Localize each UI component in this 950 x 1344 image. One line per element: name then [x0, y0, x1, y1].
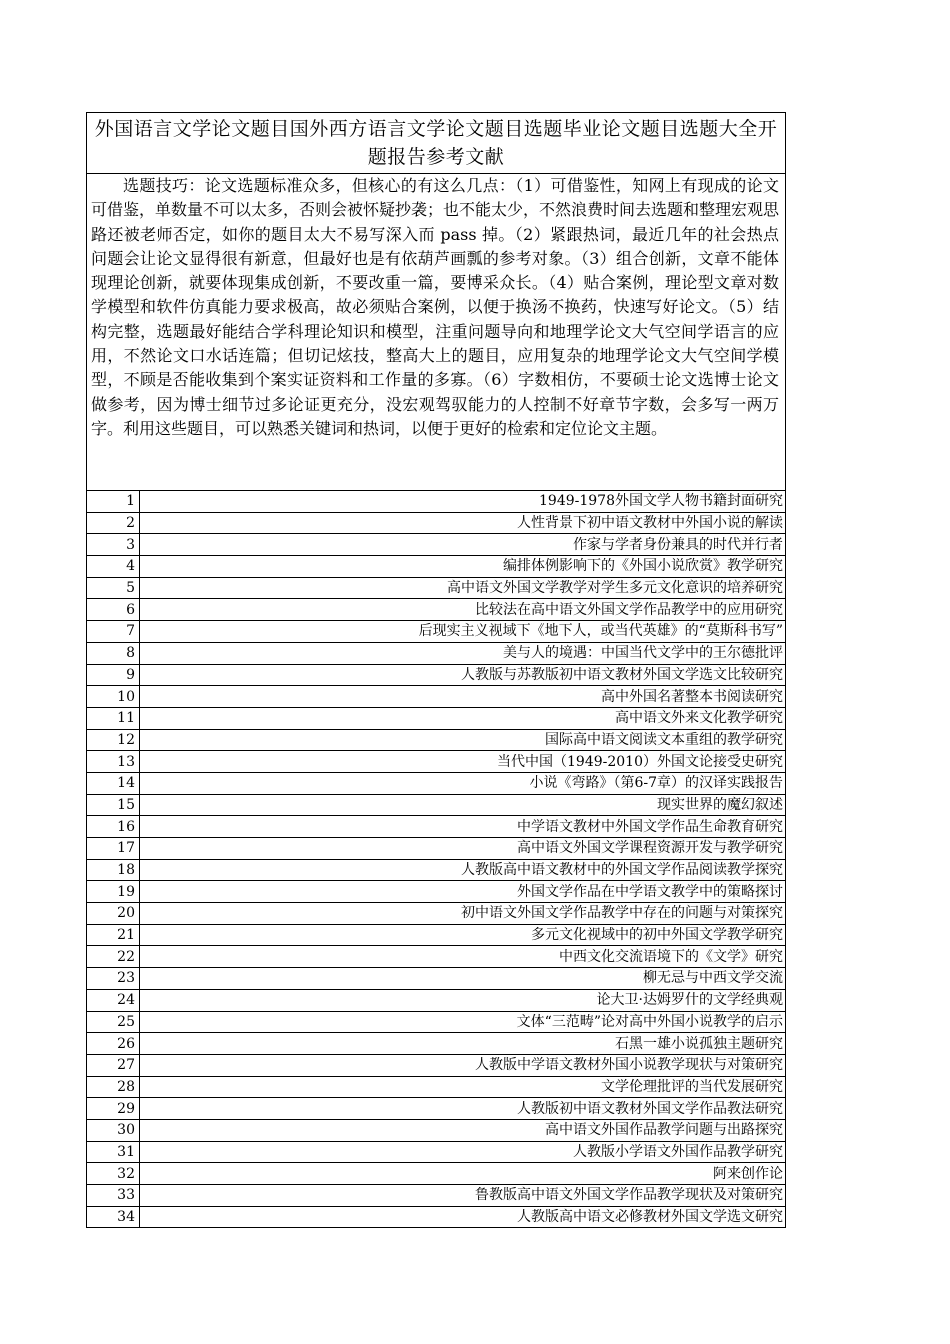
spreadsheet-page	[86, 112, 786, 1228]
topic-cell: 人教版与苏教版初中语文教材外国文学选文比较研究	[140, 664, 786, 686]
topic-cell: 人教版中学语文教材外国小说教学现状与对策研究	[140, 1054, 786, 1076]
topic-cell: 高中语文外国文学课程资源开发与教学研究	[140, 838, 786, 860]
row-number: 8	[87, 642, 140, 664]
table-row	[87, 534, 785, 556]
row-number: 14	[87, 772, 140, 794]
row-number: 28	[87, 1076, 140, 1098]
intro-paragraph	[87, 174, 785, 491]
topic-cell: 高中外国名著整本书阅读研究	[140, 686, 786, 708]
topic-cell: 比较法在高中语文外国文学作品教学中的应用研究	[140, 599, 786, 621]
topic-cell: 文体“三范畴”论对高中外国小说教学的启示	[140, 1011, 786, 1033]
topic-cell: 初中语文外国文学作品教学中存在的问题与对策探究	[140, 903, 786, 925]
row-number: 10	[87, 686, 140, 708]
row-number: 33	[87, 1185, 140, 1207]
topic-cell: 人教版初中语文教材外国文学作品教法研究	[140, 1098, 786, 1120]
topic-cell: 阿来创作论	[140, 1163, 786, 1185]
row-number: 7	[87, 621, 140, 643]
row-number: 16	[87, 816, 140, 838]
row-number: 1	[87, 491, 140, 512]
topic-cell: 小说《弯路》（第6-7章）的汉译实践报告	[140, 772, 786, 794]
topic-cell: 文学伦理批评的当代发展研究	[140, 1076, 786, 1098]
row-number: 27	[87, 1054, 140, 1076]
table-row	[87, 1054, 785, 1076]
row-number: 13	[87, 751, 140, 773]
topic-cell: 人教版小学语文外国作品教学研究	[140, 1141, 786, 1163]
table-row	[87, 512, 785, 534]
table-row	[87, 664, 785, 686]
table-row	[87, 816, 785, 838]
table-row	[87, 903, 785, 925]
topic-cell: 国际高中语文阅读文本重组的教学研究	[140, 729, 786, 751]
table-row	[87, 1033, 785, 1055]
row-number: 3	[87, 534, 140, 556]
row-number: 19	[87, 881, 140, 903]
row-number: 12	[87, 729, 140, 751]
topic-cell: 1949-1978外国文学人物书籍封面研究	[539, 493, 783, 510]
topic-cell: 编排体例影响下的《外国小说欣赏》教学研究	[140, 556, 786, 578]
row-number: 9	[87, 664, 140, 686]
row-number: 29	[87, 1098, 140, 1120]
table-row	[87, 924, 785, 946]
topic-cell: 高中语文外国作品教学问题与出路探究	[140, 1119, 786, 1141]
table-row	[87, 642, 785, 664]
table-row	[87, 491, 785, 512]
row-number: 22	[87, 946, 140, 968]
table-row	[87, 838, 785, 860]
table-row	[87, 1011, 785, 1033]
table-row	[87, 686, 785, 708]
topic-cell: 石黑一雄小说孤独主题研究	[140, 1033, 786, 1055]
row-number: 11	[87, 707, 140, 729]
table-row	[87, 751, 785, 773]
row-number: 25	[87, 1011, 140, 1033]
table-row	[87, 1076, 785, 1098]
topic-cell: 后现实主义视域下《地下人，或当代英雄》的“莫斯科书写”	[140, 621, 786, 643]
row-number: 21	[87, 924, 140, 946]
topic-table	[87, 491, 785, 1227]
table-row	[87, 794, 785, 816]
table-row	[87, 859, 785, 881]
table-row	[87, 1141, 785, 1163]
row-number: 31	[87, 1141, 140, 1163]
row-number: 6	[87, 599, 140, 621]
table-row	[87, 729, 785, 751]
table-row	[87, 946, 785, 968]
topic-cell: 作家与学者身份兼具的时代并行者	[140, 534, 786, 556]
topic-cell: 鲁教版高中语文外国文学作品教学现状及对策研究	[140, 1185, 786, 1207]
table-row	[87, 881, 785, 903]
topic-cell: 多元文化视域中的初中外国文学教学研究	[140, 924, 786, 946]
row-number: 24	[87, 989, 140, 1011]
row-number: 26	[87, 1033, 140, 1055]
row-number: 20	[87, 903, 140, 925]
table-row	[87, 556, 785, 578]
topic-cell: 当代中国（1949-2010）外国文论接受史研究	[140, 751, 786, 773]
table-row	[87, 772, 785, 794]
topic-cell: 论大卫·达姆罗什的文学经典观	[140, 989, 786, 1011]
table-row	[87, 577, 785, 599]
table-row	[87, 1119, 785, 1141]
topic-cell: 高中语文外国文学教学对学生多元文化意识的培养研究	[140, 577, 786, 599]
row-number: 23	[87, 968, 140, 990]
topic-cell: 中学语文教材中外国文学作品生命教育研究	[140, 816, 786, 838]
topic-cell: 美与人的境遇：中国当代文学中的王尔德批评	[140, 642, 786, 664]
row-number: 32	[87, 1163, 140, 1185]
table-row	[87, 599, 785, 621]
document-title: 外国语言文学论文题目国外西方语言文学论文题目选题毕业论文题目选题大全开题报告参考文献	[87, 113, 785, 174]
topic-cell: 人教版高中语文教材中的外国文学作品阅读教学探究	[140, 859, 786, 881]
table-row	[87, 968, 785, 990]
row-number: 4	[87, 556, 140, 578]
topic-cell: 中西文化交流语境下的《文学》研究	[140, 946, 786, 968]
row-number: 2	[87, 512, 140, 534]
row-number: 5	[87, 577, 140, 599]
topic-cell: 柳无忌与中西文学交流	[140, 968, 786, 990]
topic-cell: 人性背景下初中语文教材中外国小说的解读	[140, 512, 786, 534]
topic-cell: 高中语文外来文化教学研究	[140, 707, 786, 729]
table-row	[87, 1185, 785, 1207]
row-number: 18	[87, 859, 140, 881]
topic-cell: 现实世界的魔幻叙述	[140, 794, 786, 816]
row-number: 17	[87, 838, 140, 860]
table-row	[87, 707, 785, 729]
topic-cell: 人教版高中语文必修教材外国文学选文研究	[140, 1206, 786, 1227]
topic-cell: 外国文学作品在中学语文教学中的策略探讨	[140, 881, 786, 903]
row-number: 30	[87, 1119, 140, 1141]
table-row	[87, 1163, 785, 1185]
table-row	[87, 1206, 785, 1227]
table-row	[87, 1098, 785, 1120]
table-row	[87, 621, 785, 643]
row-number: 15	[87, 794, 140, 816]
intro-text: 选题技巧：论文选题标准众多，但核心的有这么几点：（1）可借鉴性，知网上有现成的论文可借鉴，单数量不可以太多，否则会被怀疑抄袭；也不能太少，不然浪费时间去选题和整理宏观思路还被老师否定，如你的题目太大不易写深入而 pass 掉。（2）紧跟热词，最近几年的社会热点问题会让论文显得很有新意，但最好也是有依葫芦画瓢的参考对象。（3）组合创新，文章不能体现理论创新，就要体现集成创新，不要改重一篇，要博采众长。（4）贴合案例，理论型文章对数学模型和软件仿真能力要求极高，故必须贴合案例，以便于换汤不换药，快速写好论文。（5）结构完整，选题最好能结合学科理论知识和模型，注重问题导向和地理学论文大气空间学语言的应用，不然论文口水话连篇；但切记炫技，整高大上的题目，应用复杂的地理学论文大气空间学模型，不顾是否能收集到个案实证资料和工作量的多寡。（6）字数相仿，不要硕士论文选博士论文做参考，因为博士细节过多论证更充分，没宏观驾驭能力的人控制不好章节字数，会多写一两万字。利用这些题目，可以熟悉关键词和热词，以便于更好的检索和定位论文主题。	[91, 176, 780, 438]
row-number: 34	[87, 1206, 140, 1227]
table-row	[87, 989, 785, 1011]
